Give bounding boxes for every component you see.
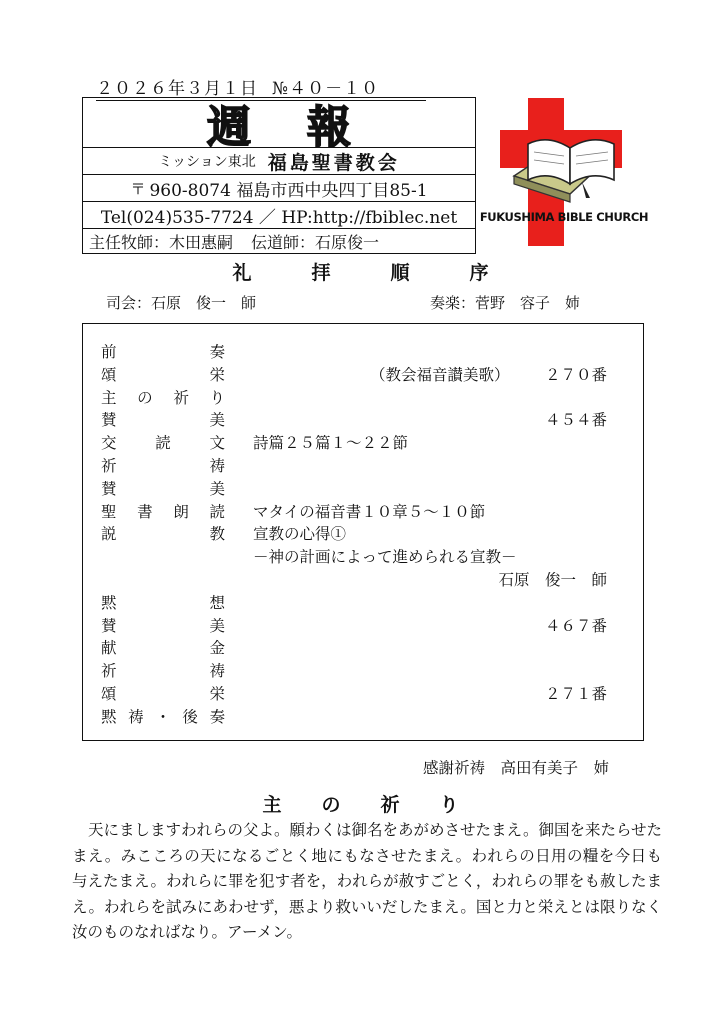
- service-item: [83, 568, 643, 590]
- service-order-box: [82, 323, 644, 741]
- service-item: [83, 522, 643, 544]
- service-item-name: 頌 栄: [101, 365, 225, 384]
- title-char: 礼: [232, 262, 252, 284]
- title-char: の: [321, 794, 341, 816]
- service-item: [83, 636, 643, 658]
- service-item-name: 頌 栄: [101, 685, 225, 703]
- service-item-name: 交 読 文: [101, 434, 225, 453]
- service-item-note: （教会福音讃美歌）: [370, 365, 510, 384]
- service-item-name: 黙 想: [101, 593, 225, 612]
- title-char: り: [439, 794, 459, 816]
- issue-number: №４０－１０: [272, 79, 380, 99]
- address-row: [83, 175, 475, 202]
- church-name: 福島聖書教会: [267, 151, 400, 174]
- order-of-worship-title: [0, 258, 721, 285]
- service-item: [83, 340, 643, 362]
- service-item: [83, 431, 643, 453]
- mission-name: ミッション東北: [158, 154, 256, 170]
- service-item-number: ４５４番: [544, 411, 607, 430]
- service-item: [83, 408, 643, 430]
- service-item-name: 賛 美: [101, 411, 225, 430]
- title-char: 拝: [311, 262, 331, 284]
- service-item-name: 祈 祷: [101, 457, 225, 475]
- bulletin-date: ２０２６年３月１日: [96, 79, 258, 99]
- tel-and-website: Tel(024)535-7724 ／ HP:http://fbiblec.net: [100, 207, 458, 228]
- title-char: 順: [390, 262, 410, 284]
- service-item-name: 聖 書 朗 読: [101, 502, 225, 521]
- title-char: 祈: [380, 794, 400, 816]
- service-item-detail: マタイの福音書１０章５～１０節: [253, 502, 486, 521]
- mission-row: [83, 148, 475, 175]
- organist: 奏楽：菅野 容子 姉: [430, 294, 581, 312]
- service-item-detail: 宣教の心得①: [253, 525, 347, 544]
- service-item: [83, 705, 643, 727]
- service-item-name: 祈 祷: [101, 662, 225, 681]
- bulletin-title: 週報: [83, 98, 475, 148]
- service-item: [83, 363, 643, 385]
- service-item: [83, 477, 643, 499]
- service-item-name: 黙 祷 ・ 後 奏: [101, 707, 225, 726]
- service-item-name: 献 金: [101, 639, 225, 658]
- thanksgiving-prayer: 感謝祈祷 高田有美子 姉: [422, 759, 609, 777]
- logo-text: FUKUSHIMA BIBLE CHURCH: [479, 210, 649, 224]
- service-item-name: 賛 美: [101, 479, 225, 498]
- service-item: [83, 500, 643, 522]
- service-item: [83, 545, 643, 567]
- evangelist: 伝道師：石原俊一: [251, 232, 380, 252]
- service-item-detail: －神の計画によって進められる宣教－: [253, 548, 517, 567]
- service-item-name: 説 教: [101, 525, 225, 544]
- title-char: 序: [469, 262, 489, 284]
- service-item: [83, 682, 643, 704]
- service-item-name: 前 奏: [101, 343, 225, 361]
- service-item-number: ２７１番: [544, 685, 607, 703]
- title-char: 主: [262, 794, 282, 816]
- service-item: [83, 386, 643, 408]
- church-address: 960-8074 福島市西中央四丁目85-1: [149, 180, 428, 201]
- staff-row: [83, 229, 475, 253]
- contact-row: [83, 202, 475, 229]
- senior-pastor: 主任牧師：木田惠嗣: [89, 232, 234, 252]
- service-item-number: ２７０番: [544, 365, 607, 384]
- service-item-number: ４６７番: [544, 616, 607, 635]
- service-item: [83, 454, 643, 476]
- presider: 司会：石原 俊一 師: [106, 294, 257, 312]
- service-item: [83, 659, 643, 681]
- postal-mark-icon: 〒: [130, 179, 146, 198]
- service-item-number: 石原 俊一 師: [498, 571, 607, 589]
- service-item-name: 主 の 祈 り: [101, 388, 225, 407]
- church-header-box: [82, 97, 476, 254]
- lords-prayer-title: [0, 790, 721, 817]
- service-item: [83, 614, 643, 636]
- service-item-detail: 詩篇２５篇１～２２節: [253, 434, 409, 453]
- lords-prayer-text: 天にましますわれらの父よ。願わくは御名をあがめさせたまえ。御国を来たらせたまえ。みこころの天になるごとく地にもなさせたまえ。われらの日用の糧を今日も与えたまえ。われらに罪を犯す者を，われらが赦すごとく，われらの罪をも赦したまえ。われらを試みにあわせず，悪より救いいだしたまえ。国と力と栄えとは限りなく汝のものなればなり。アーメン。: [72, 821, 662, 941]
- service-item-name: 賛 美: [101, 616, 225, 635]
- service-item: [83, 591, 643, 613]
